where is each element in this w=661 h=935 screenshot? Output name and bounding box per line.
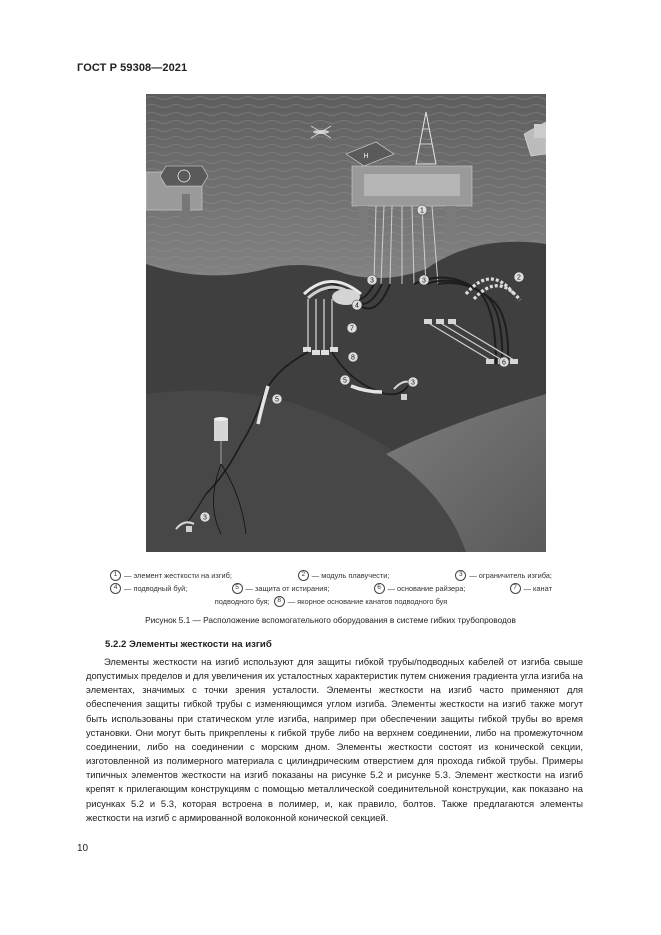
- legend-num: 7: [510, 583, 521, 594]
- legend-num: 4: [110, 583, 121, 594]
- legend-num: 2: [298, 570, 309, 581]
- legend-item-5: [232, 582, 330, 595]
- marker-5a: [340, 375, 350, 385]
- legend-item-6: [374, 582, 466, 595]
- marker-1: [417, 205, 427, 215]
- legend-num: 1: [110, 570, 121, 581]
- figure-caption: Рисунок 5.1 — Расположение вспомогательного оборудования в системе гибких трубопроводов: [145, 615, 516, 625]
- legend-text: — ограничитель изгиба;: [469, 571, 552, 580]
- marker-3a: [419, 275, 429, 285]
- legend-continuation: подводного буя;: [214, 597, 270, 606]
- legend-num: 8: [274, 596, 285, 607]
- document-header: ГОСТ Р 59308—2021: [77, 62, 188, 74]
- legend-text: — элемент жесткости на изгиб;: [124, 571, 232, 580]
- marker-6: [499, 357, 509, 367]
- legend-item-8: [274, 595, 448, 608]
- svg-text:H: H: [363, 153, 369, 160]
- marker-8: [348, 352, 358, 362]
- body-paragraph: Элементы жесткости на изгиб используют для защиты гибкой трубы/подводных кабелей от изгиба свыше допустимых пределов и для увеличения их усталостных характеристик путем снижения градиента угла изгиба на элементах, значимых с точки зрения усталости. Элементы жесткости на изгиб часто применяют для обеспечения защиты гибкой трубы с изменяющимся углом изгиба. Элементы жесткости на изгиб также могут быть использованы при статическом угле изгиба, например при обеспечении защиты гибкой трубы во время установки. Они могут быть прикреплены к гибкой трубе либо на верхнем соединении, либо на промежуточном соединении, либо на соединении с морским дном. Элементы жесткости состоят из конической секции, изготовленной из полимерного материала с цилиндрическим отверстием для прохода гибкой трубы. Примеры типичных элементов жесткости на изгиб показаны на рисунке 5.2 и рисунке 5.3. Элемент жесткости на изгиб крепят к прилегающим конструкциям с помощью металлической соединительной конструкции, как показано на рисунках 5.2 и 5.3, которая встроена в полимер, и, как правило, болтов. Также предлагаются элементы жесткости на изгиб с армированной волоконной конической секцией.: [86, 656, 583, 823]
- legend-item-2: [298, 569, 390, 582]
- page-number: 10: [77, 843, 89, 854]
- legend-text: — канат: [523, 584, 552, 593]
- svg-text:2: 2: [517, 274, 521, 282]
- marker-3d: [200, 512, 210, 522]
- legend-text: — подводный буй;: [124, 584, 188, 593]
- legend-text: — основание райзера;: [387, 584, 466, 593]
- legend-num: 3: [455, 570, 466, 581]
- legend-row-1: [110, 569, 552, 582]
- figure-illustration: [146, 94, 546, 552]
- svg-text:4: 4: [355, 302, 359, 310]
- marker-2: [514, 272, 524, 282]
- legend-text: — модуль плавучести;: [311, 571, 390, 580]
- marker-3b: [367, 275, 377, 285]
- marker-7: [347, 323, 357, 333]
- svg-text:1: 1: [420, 207, 424, 215]
- figure-legend: [110, 569, 552, 608]
- marker-3c: [408, 377, 418, 387]
- legend-row-3: [110, 595, 552, 608]
- legend-item-1: [110, 569, 232, 582]
- svg-text:7: 7: [350, 325, 354, 333]
- svg-text:6: 6: [502, 359, 506, 367]
- svg-text:3: 3: [422, 277, 426, 285]
- svg-text:5: 5: [275, 396, 279, 404]
- legend-item-3: [455, 569, 552, 582]
- svg-text:3: 3: [411, 379, 415, 387]
- svg-text:3: 3: [370, 277, 374, 285]
- legend-num: 5: [232, 583, 243, 594]
- legend-num: 6: [374, 583, 385, 594]
- legend-text: — якорное основание канатов подводного буя: [287, 597, 448, 606]
- legend-row-2: [110, 582, 552, 595]
- svg-text:5: 5: [343, 377, 347, 385]
- legend-text: — защита от истирания;: [245, 584, 330, 593]
- svg-text:8: 8: [351, 354, 355, 362]
- marker-5b: [272, 394, 282, 404]
- legend-item-7: [510, 582, 552, 595]
- svg-text:3: 3: [203, 514, 207, 522]
- subsea-equipment-figure: [146, 94, 546, 552]
- marker-4: [352, 300, 362, 310]
- legend-item-4: [110, 582, 187, 595]
- section-body: [86, 655, 583, 825]
- section-title: 5.2.2 Элементы жесткости на изгиб: [105, 639, 272, 650]
